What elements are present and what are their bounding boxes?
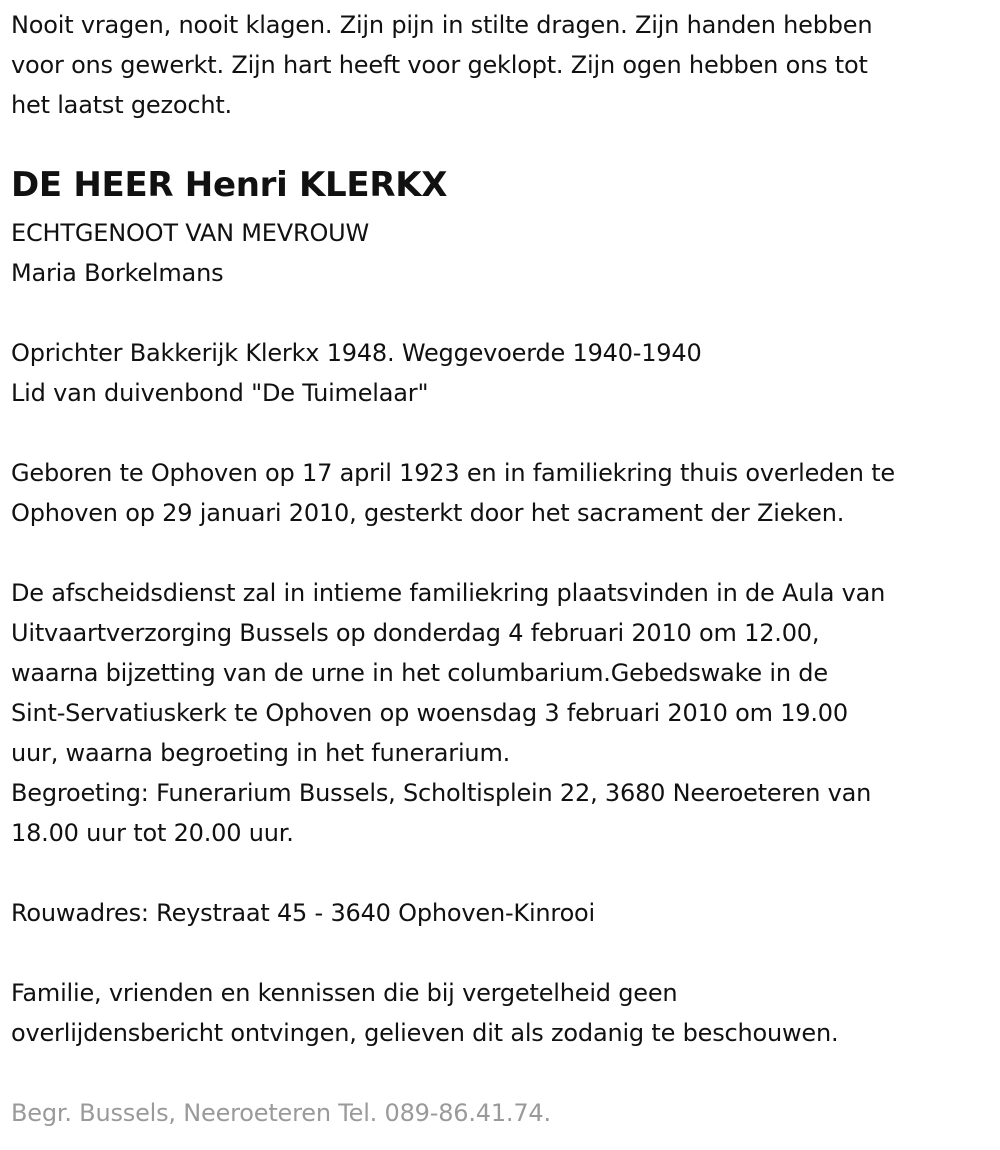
family-note-line: overlijdensbericht ontvingen, gelieven dit als zodanig te beschouwen. bbox=[11, 1019, 839, 1047]
service-line: 18.00 uur tot 20.00 uur. bbox=[11, 819, 294, 847]
intro-line: voor ons gewerkt. Zijn hart heeft voor geklopt. Zijn ogen hebben ons tot bbox=[11, 51, 868, 79]
service-line: uur, waarna begroeting in het funerarium. bbox=[11, 739, 511, 767]
service-line: Sint-Servatiuskerk te Ophoven op woensdag 3 februari 2010 om 19.00 bbox=[11, 699, 848, 727]
service-line: waarna bijzetting van de urne in het columbarium.Gebedswake in de bbox=[11, 659, 828, 687]
birth-death-line: Geboren te Ophoven op 17 april 1923 en in familiekring thuis overleden te bbox=[11, 459, 895, 487]
spouse-label: ECHTGENOOT VAN MEVROUW bbox=[11, 219, 370, 247]
bio-line: Lid van duivenbond "De Tuimelaar" bbox=[11, 379, 429, 407]
intro-line: het laatst gezocht. bbox=[11, 91, 232, 119]
service-line: De afscheidsdienst zal in intieme familiekring plaatsvinden in de Aula van bbox=[11, 579, 886, 607]
deceased-name-title: DE HEER Henri KLERKX bbox=[11, 165, 448, 205]
mourning-address: Rouwadres: Reystraat 45 - 3640 Ophoven-Kinrooi bbox=[11, 899, 596, 927]
funeral-home-footer: Begr. Bussels, Neeroeteren Tel. 089-86.41.74. bbox=[11, 1099, 551, 1127]
bio-line: Oprichter Bakkerijk Klerkx 1948. Weggevoerde 1940-1940 bbox=[11, 339, 702, 367]
family-note-line: Familie, vrienden en kennissen die bij vergetelheid geen bbox=[11, 979, 678, 1007]
spouse-name: Maria Borkelmans bbox=[11, 259, 224, 287]
intro-line: Nooit vragen, nooit klagen. Zijn pijn in stilte dragen. Zijn handen hebben bbox=[11, 11, 873, 39]
service-line: Uitvaartverzorging Bussels op donderdag 4 februari 2010 om 12.00, bbox=[11, 619, 820, 647]
service-line: Begroeting: Funerarium Bussels, Scholtisplein 22, 3680 Neeroeteren van bbox=[11, 779, 872, 807]
birth-death-line: Ophoven op 29 januari 2010, gesterkt door het sacrament der Zieken. bbox=[11, 499, 845, 527]
